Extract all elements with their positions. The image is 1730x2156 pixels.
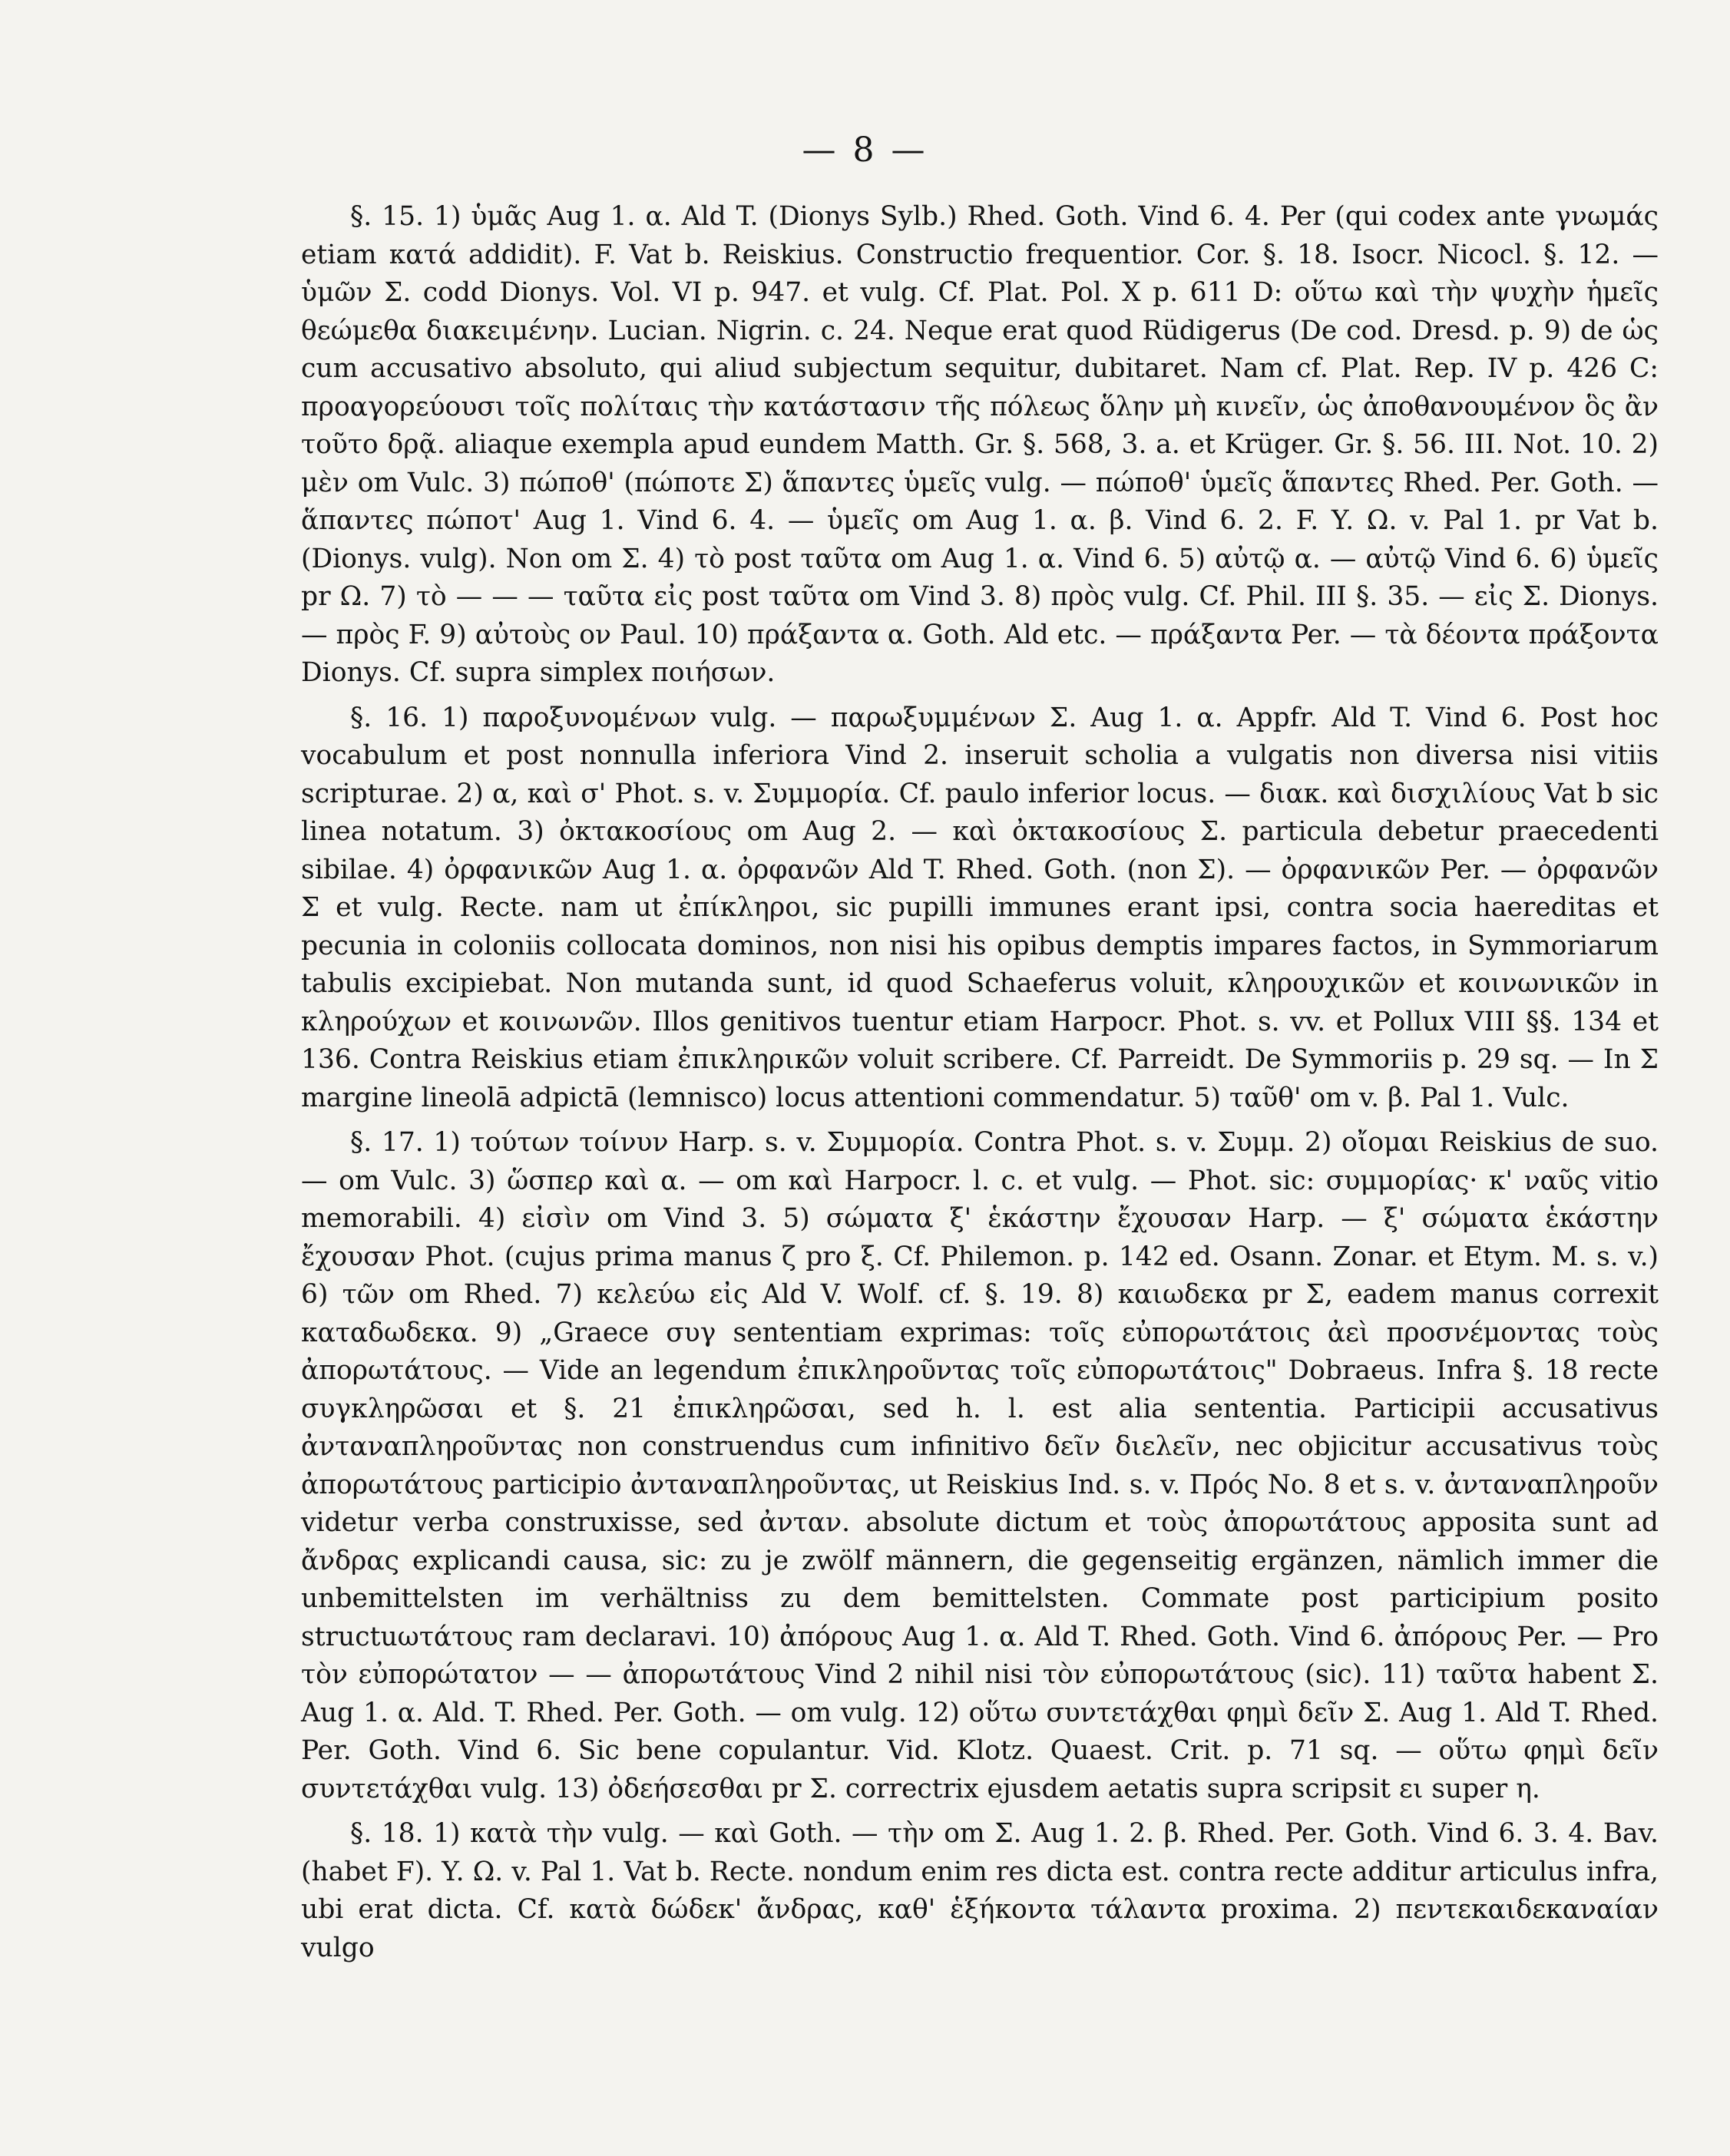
section-17-notes: §. 17. 1) τούτων τοίνυν Harp. s. v. Συμμορία. Contra Phot. s. v. Συμμ. 2) οἴομαι Reiskius de suo. — om Vulc. 3) ὥσπερ καὶ α. — om καὶ Harpocr. l. c. et vulg. — Phot. sic: συμμορίας· κ' ναῦς vitio memorabili. 4) εἰσὶν om Vind 3. 5) σώματα ξ' ἑκάστην ἔχουσαν Harp. — ξ' σώματα ἑκάστην ἔχουσαν Phot. (cujus prima manus ζ pro ξ. Cf. Philemon. p. 142 ed. Osann. Zonar. et Etym. M. s. v.) 6) τῶν om Rhed. 7) κελεύω εἰς Ald V. Wolf. cf. §. 19. 8) καιωδεκα pr Σ, eadem manus correxit καταδωδεκα. 9) „Graece συγ sententiam exprimas: τοῖς εὐπορωτάτοις ἀεὶ προσνέμοντας τοὺς ἀπορωτάτους. — Vide an legendum ἐπικληροῦντας τοῖς εὐπορωτάτοις" Dobraeus. Infra §. 18 recte συγκληρῶσαι et §. 21 ἐπικληρῶσαι, sed h. l. est alia sententia. Participii accusativus ἀνταναπληροῦντας non construendus cum infinitivo δεῖν διελεῖν, nec objicitur accusativus τοὺς ἀπορωτάτους participio ἀνταναπληροῦντας, ut Reiskius Ind. s. v. Πρός No. 8 et s. v. ἀνταναπληροῦν videtur verba construxisse, sed ἀνταν. absolute dictum et τοὺς ἀπορωτάτους apposita sunt ad ἄνδρας explicandi causa, sic: zu je zwölf männern, die gegenseitig ergänzen, nämlich immer die unbemittelsten im verhältniss zu dem bemittelsten. Commate post participium posito structuωτάτους ram declaravi. 10) ἀπόρους Aug 1. α. Ald T. Rhed. Goth. Vind 6. ἀπόρους Per. — Pro τὸν εὐπορώτατον — — ἀπορωτάτους Vind 2 nihil nisi τὸν εὐπορωτάτους (sic). 11) ταῦτα habent Σ. Aug 1. α. Ald. T. Rhed. Per. Goth. — om vulg. 12) οὕτω συντετάχθαι φημὶ δεῖν Σ. Aug 1. Ald T. Rhed. Per. Goth. Vind 6. Sic bene copulantur. Vid. Klotz. Quaest. Crit. p. 71 sq. — οὕτω φημὶ δεῖν συντετάχθαι vulg. 13) ὀδεήσεσθαι pr Σ. correctrix ejusdem aetatis supra scripsit ει super η.	[301, 1127, 1659, 1804]
section-16-notes: §. 16. 1) παροξυνομένων vulg. — παρωξυμμένων Σ. Aug 1. α. Appfr. Ald T. Vind 6. Post hoc vocabulum et post nonnulla inferiora Vind 2. inseruit scholia a vulgatis non diversa nisi vitiis scripturae. 2) α, καὶ σ' Phot. s. v. Συμμορία. Cf. paulo inferior locus. — διακ. καὶ δισχιλίους Vat b sic linea notatum. 3) ὀκτακοσίους om Aug 2. — καὶ ὀκτακοσίους Σ. particula debetur praecedenti sibilae. 4) ὀρφανικῶν Aug 1. α. ὀρφανῶν Ald T. Rhed. Goth. (non Σ). — ὀρφανικῶν Per. — ὀρφανῶν Σ et vulg. Recte. nam ut ἐπίκληροι, sic pupilli immunes erant ipsi, contra socia haereditas et pecunia in coloniis collocata dominos, non nisi his opibus demptis impares factos, in Symmoriarum tabulis excipiebat. Non mutanda sunt, id quod Schaeferus voluit, κληρουχικῶν et κοινωνικῶν in κληρούχων et κοινωνῶν. Illos genitivos tuentur etiam Harpocr. Phot. s. vv. et Pollux VIII §§. 134 et 136. Contra Reiskius etiam ἐπικληρικῶν voluit scribere. Cf. Parreidt. De Symmoriis p. 29 sq. — In Σ margine lineolā adpictā (lemnisco) locus attentioni commendatur. 5) ταῦθ' om v. β. Pal 1. Vulc.	[301, 702, 1659, 1113]
commentary-body	[301, 198, 1659, 1974]
section-18-notes: §. 18. 1) κατὰ τὴν vulg. — καὶ Goth. — τὴν om Σ. Aug 1. 2. β. Rhed. Per. Goth. Vind 6. 3. 4. Bav. (habet F). Y. Ω. v. Pal 1. Vat b. Recte. nondum enim res dicta est. contra recte additur articulus infra, ubi erat dicta. Cf. κατὰ δώδεκ' ἄνδρας, καθ' ἑξήκοντα τάλαντα proxima. 2) πεντεκαιδεκαναίαν vulgo	[301, 1818, 1659, 1963]
page-number: — 8 —	[802, 131, 928, 170]
section-15-notes: §. 15. 1) ὑμᾶς Aug 1. α. Ald T. (Dionys Sylb.) Rhed. Goth. Vind 6. 4. Per (qui codex ante γνωμάς etiam κατά addidit). F. Vat b. Reiskius. Constructio frequentior. Cor. §. 18. Isocr. Nicocl. §. 12. — ὑμῶν Σ. codd Dionys. Vol. VI p. 947. et vulg. Cf. Plat. Pol. X p. 611 D: οὕτω καὶ τὴν ψυχὴν ἡμεῖς θεώμεθα διακειμένην. Lucian. Nigrin. c. 24. Neque erat quod Rüdigerus (De cod. Dresd. p. 9) de ὡς cum accusativo absoluto, qui aliud subjectum sequitur, dubitaret. Nam cf. Plat. Rep. IV p. 426 C: προαγορεύουσι τοῖς πολίταις τὴν κατάστασιν τῆς πόλεως ὅλην μὴ κινεῖν, ὡς ἀποθανουμένον ὃς ἂν τοῦτο δρᾷ. aliaque exempla apud eundem Matth. Gr. §. 568, 3. a. et Krüger. Gr. §. 56. III. Not. 10. 2) μὲν om Vulc. 3) πώποθ' (πώποτε Σ) ἅπαντες ὑμεῖς vulg. — πώποθ' ὑμεῖς ἅπαντες Rhed. Per. Goth. — ἅπαντες πώποτ' Aug 1. Vind 6. 4. — ὑμεῖς om Aug 1. α. β. Vind 6. 2. F. Y. Ω. v. Pal 1. pr Vat b. (Dionys. vulg). Non om Σ. 4) τὸ post ταῦτα om Aug 1. α. Vind 6. 5) αὐτῷ α. — αὐτῷ Vind 6. 6) ὑμεῖς pr Ω. 7) τὸ — — — ταῦτα εἰς post ταῦτα om Vind 3. 8) πρὸς vulg. Cf. Phil. III §. 35. — εἰς Σ. Dionys. — πρὸς F. 9) αὐτοὺς ον Paul. 10) πράξαντα α. Goth. Ald etc. — πράξαντα Per. — τὰ δέοντα πράξοντα Dionys. Cf. supra simplex ποιήσων.	[301, 201, 1659, 688]
